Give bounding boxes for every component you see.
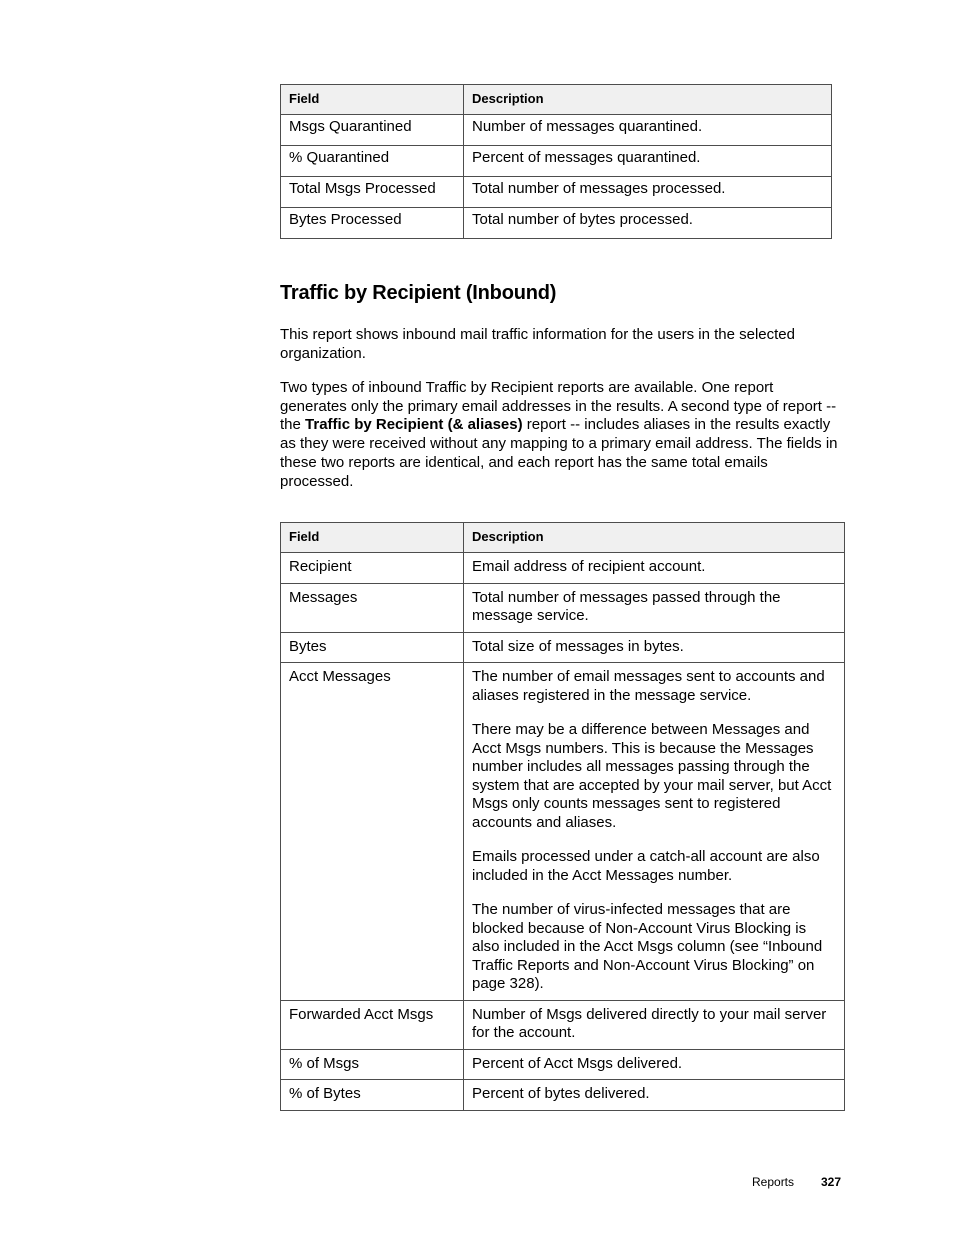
table-row (281, 1080, 845, 1111)
field-name: Messages (281, 583, 464, 632)
field-name: Bytes (281, 632, 464, 663)
paragraph-text: Two types of inbound Traffic by Recipient reports are available. One report generates only the primary email addresses in the results. A second type of report -- the (280, 379, 837, 434)
quarantine-fields-table (280, 84, 832, 239)
field-description: Percent of messages quarantined. (464, 146, 832, 177)
table-row (281, 663, 845, 1001)
field-name: Total Msgs Processed (281, 177, 464, 208)
table-header-row (281, 523, 845, 553)
field-name: % Quarantined (281, 146, 464, 177)
description-paragraph: Total size of messages in bytes. (472, 637, 684, 655)
table-header-row (281, 85, 832, 115)
description-paragraph: The number of virus-infected messages that are blocked because of Non-Account Virus Blocking is also included in the Acct Msgs column (see “Inbound Traffic Reports and Non-Account Virus Blocking” on page 328). (472, 901, 823, 992)
description-column-header: Description (464, 523, 845, 553)
field-name: Forwarded Acct Msgs (281, 1000, 464, 1049)
table-row (281, 146, 832, 177)
field-description (464, 632, 845, 663)
table-row (281, 583, 845, 632)
recipient-fields-table (280, 522, 845, 1111)
field-name: Msgs Quarantined (281, 115, 464, 146)
field-column-header: Field (281, 523, 464, 553)
table-row (281, 208, 832, 239)
description-column-header: Description (464, 85, 832, 115)
description-paragraph: Emails processed under a catch-all account are also included in the Acct Messages number. (472, 848, 820, 884)
field-name: % of Bytes (281, 1080, 464, 1111)
table-row (281, 1000, 845, 1049)
report-name-bold: Traffic by Recipient (& aliases) (305, 416, 523, 434)
description-paragraph: Percent of Acct Msgs delivered. (472, 1054, 683, 1072)
table-row (281, 632, 845, 663)
description-paragraph: Number of Msgs delivered directly to your mail server for the account. (472, 1005, 827, 1041)
report-types-paragraph (280, 379, 840, 491)
page-number: 327 (821, 1175, 842, 1189)
table-row (281, 1049, 845, 1080)
field-description (464, 663, 845, 1001)
description-paragraph: Percent of bytes delivered. (472, 1085, 650, 1102)
field-description: Total number of messages processed. (464, 177, 832, 208)
field-description (464, 1000, 845, 1049)
table-row (281, 115, 832, 146)
field-column-header: Field (281, 85, 464, 115)
field-description (464, 583, 845, 632)
field-name: % of Msgs (281, 1049, 464, 1080)
paragraph-text: report -- includes aliases in the results exactly as they were received without any mapping to a primary email address. The fields in these two reports are identical, and each report has the same total emails processed. (280, 416, 838, 490)
table-row (281, 177, 832, 208)
description-paragraph: Total number of messages passed through the message service. (472, 588, 781, 624)
field-name: Acct Messages (281, 663, 464, 1001)
description-paragraph: The number of email messages sent to accounts and aliases registered in the message service. (472, 668, 825, 704)
field-description (464, 1049, 845, 1080)
section-heading: Traffic by Recipient (Inbound) (280, 282, 557, 304)
table-row (281, 553, 845, 584)
footer-section-name: Reports (752, 1175, 795, 1189)
field-description: Number of messages quarantined. (464, 115, 832, 146)
field-description (464, 1080, 845, 1111)
description-paragraph: Email address of recipient account. (472, 558, 706, 575)
field-description (464, 553, 845, 584)
description-paragraph: There may be a difference between Messages and Acct Msgs numbers. This is because the Messages number includes all messages passing through the system that are accepted by your mail server, but Acct Msgs only counts messages sent to registered accounts and aliases. (472, 721, 832, 831)
field-name: Bytes Processed (281, 208, 464, 239)
intro-paragraph: This report shows inbound mail traffic information for the users in the selected organization. (280, 326, 795, 362)
field-description: Total number of bytes processed. (464, 208, 832, 239)
field-name: Recipient (281, 553, 464, 584)
